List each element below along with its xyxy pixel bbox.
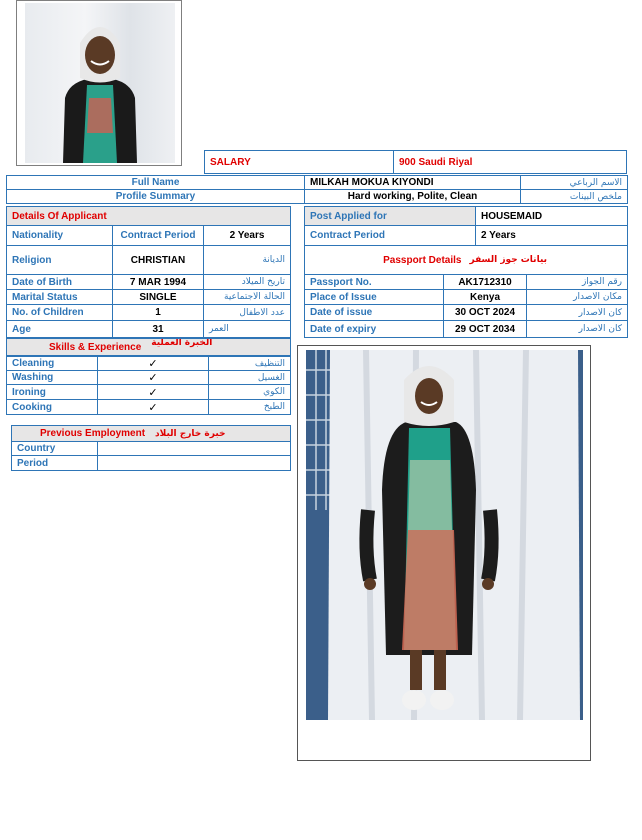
- place-of-issue-value-text: Kenya: [469, 291, 500, 303]
- date-of-expiry-label-text: Date of expiry: [310, 323, 377, 335]
- skills-header: [6, 338, 291, 356]
- age-value-text: 31: [152, 323, 164, 335]
- place-of-issue-label: [304, 289, 444, 305]
- profile-summary-value-text: Hard working, Polite, Clean: [347, 191, 478, 202]
- profile-summary-label-text: Profile Summary: [115, 191, 196, 202]
- skill-cleaning-arabic-text: التنظيف: [254, 358, 285, 369]
- date-of-expiry-arabic-text: كان الاصدار: [578, 324, 622, 334]
- previous-country-label-text: Country: [17, 443, 56, 454]
- date-of-expiry-label: [304, 320, 444, 338]
- place-of-issue-value: [443, 289, 527, 305]
- salary-label-text: SALARY: [210, 156, 251, 168]
- place-of-issue-label-text: Place of Issue: [310, 291, 377, 303]
- date-of-expiry-value-text: 29 OCT 2034: [454, 323, 516, 335]
- place-of-issue-arabic-text: مكان الاصدار: [573, 292, 622, 302]
- skill-ironing-check: [97, 384, 209, 400]
- details-of-applicant-header: [6, 206, 291, 226]
- post-contract-label: [304, 225, 476, 246]
- profile-summary-label: [6, 189, 305, 204]
- skill-cleaning-arabic: [208, 356, 291, 371]
- skill-washing-arabic: [208, 370, 291, 385]
- skill-cooking-check: [97, 399, 209, 415]
- post-applied-label-text: Post Applied for: [310, 210, 387, 222]
- age-label: [6, 320, 113, 338]
- full-name-value: [304, 175, 521, 190]
- skill-cooking-arabic: [208, 399, 291, 415]
- passport-details-title-arabic: بيانات جوز السفر: [469, 255, 547, 265]
- passport-no-arabic: [526, 274, 628, 290]
- contract-period-label: [112, 225, 204, 246]
- skill-cleaning-label: [6, 356, 98, 371]
- date-of-issue-arabic-text: كان الاصدار: [578, 307, 622, 318]
- full-name-label: [6, 175, 305, 190]
- children-label: [6, 304, 113, 321]
- details-of-applicant-title: Details Of Applicant: [12, 210, 107, 222]
- religion-arabic-text: الديانة: [262, 255, 285, 265]
- nationality-label-text: Nationality: [12, 230, 64, 241]
- skill-cleaning-check: [97, 356, 209, 371]
- skill-cooking-text: Cooking: [12, 401, 52, 413]
- previous-period-value: [97, 455, 291, 471]
- passport-no-value: [443, 274, 527, 290]
- dob-value-text: 7 MAR 1994: [129, 276, 187, 288]
- contract-period-value-text: 2 Years: [229, 230, 265, 241]
- religion-label: [6, 245, 113, 275]
- skill-ironing-arabic: [208, 384, 291, 400]
- skill-ironing-arabic-text: الكوي: [263, 387, 285, 397]
- marital-status-arabic-text: الحالة الاجتماعية: [224, 292, 285, 302]
- skill-washing-check: [97, 370, 209, 385]
- date-of-expiry-arabic: [526, 320, 628, 338]
- post-applied-value-text: HOUSEMAID: [481, 210, 543, 222]
- full-name-arabic-text: الاسم الرباعي: [569, 177, 622, 188]
- profile-summary-value: [304, 189, 521, 204]
- post-contract-label-text: Contract Period: [310, 230, 386, 241]
- portrait-photo: [16, 0, 182, 166]
- religion-arabic: [203, 245, 291, 275]
- children-value-text: 1: [155, 307, 161, 318]
- children-value: [112, 304, 204, 321]
- skill-washing-text: Washing: [12, 372, 54, 383]
- passport-no-label: [304, 274, 444, 290]
- marital-status-arabic: [203, 289, 291, 305]
- contract-period-value: [203, 225, 291, 246]
- skill-washing-label: [6, 370, 98, 385]
- previous-period-label: [11, 455, 98, 471]
- skill-cleaning-text: Cleaning: [12, 358, 55, 369]
- religion-label-text: Religion: [12, 254, 52, 266]
- children-label-text: No. of Children: [12, 307, 84, 318]
- date-of-issue-label-text: Date of issue: [310, 307, 373, 318]
- dob-arabic-text: تاريخ الميلاد: [241, 277, 285, 287]
- previous-employment-header: [11, 425, 291, 442]
- marital-status-value: [112, 289, 204, 305]
- check-icon: ✓: [148, 386, 158, 399]
- children-arabic-text: عدد الاطفال: [239, 307, 285, 318]
- full-name-value-text: MILKAH MOKUA KIYONDI: [310, 177, 434, 188]
- skill-ironing-text: Ironing: [12, 386, 46, 398]
- profile-summary-arabic: [520, 189, 628, 204]
- post-contract-value: [475, 225, 628, 246]
- date-of-issue-value: [443, 304, 527, 321]
- passport-details-title: Passport Details: [383, 254, 462, 266]
- passport-no-label-text: Passport No.: [310, 276, 372, 288]
- religion-value-text: CHRISTIAN: [130, 254, 186, 266]
- place-of-issue-arabic: [526, 289, 628, 305]
- marital-status-label: [6, 289, 113, 305]
- post-contract-value-text: 2 Years: [481, 230, 516, 241]
- passport-no-arabic-text: رقم الجواز: [581, 277, 622, 287]
- check-icon: ✓: [148, 358, 158, 370]
- age-value: [112, 320, 204, 338]
- check-icon: ✓: [148, 372, 158, 384]
- post-applied-value: [475, 206, 628, 226]
- skill-ironing-label: [6, 384, 98, 400]
- post-applied-label: [304, 206, 476, 226]
- dob-label: [6, 274, 113, 290]
- children-arabic: [203, 304, 291, 321]
- skill-cooking-label: [6, 399, 98, 415]
- age-label-text: Age: [12, 323, 31, 335]
- date-of-issue-label: [304, 304, 444, 321]
- previous-country-label: [11, 441, 98, 456]
- marital-status-value-text: SINGLE: [139, 291, 177, 303]
- previous-employment-title-arabic: خبرة خارج البلاد: [155, 428, 226, 439]
- date-of-expiry-value: [443, 320, 527, 338]
- nationality-label: [6, 225, 113, 246]
- age-arabic-text: العمر: [209, 324, 229, 334]
- check-icon: ✓: [148, 401, 158, 414]
- age-arabic: [203, 320, 291, 338]
- skills-title-arabic: الخبرة العملية: [151, 338, 213, 348]
- religion-value: [112, 245, 204, 275]
- date-of-issue-value-text: 30 OCT 2024: [454, 307, 516, 318]
- marital-status-label-text: Marital Status: [12, 291, 78, 303]
- dob-label-text: Date of Birth: [12, 276, 72, 288]
- skills-title: Skills & Experience: [49, 341, 142, 353]
- full-body-photo: [297, 345, 591, 761]
- full-name-label-text: Full Name: [131, 177, 180, 188]
- previous-country-value: [97, 441, 291, 456]
- dob-value: [112, 274, 204, 290]
- profile-summary-arabic-text: ملخص البينات: [569, 191, 622, 202]
- previous-period-label-text: Period: [17, 457, 49, 469]
- passport-details-header: [304, 245, 628, 275]
- skill-cooking-arabic-text: الطبخ: [263, 402, 285, 412]
- passport-no-value-text: AK1712310: [458, 276, 512, 288]
- skill-washing-arabic-text: الغسيل: [257, 372, 285, 383]
- salary-label: [204, 150, 394, 174]
- contract-period-label-text: Contract Period: [120, 230, 196, 241]
- date-of-issue-arabic: [526, 304, 628, 321]
- dob-arabic: [203, 274, 291, 290]
- previous-employment-title: Previous Employment: [40, 428, 146, 439]
- salary-value-text: 900 Saudi Riyal: [399, 156, 473, 168]
- salary-value: [393, 150, 627, 174]
- full-name-arabic: [520, 175, 628, 190]
